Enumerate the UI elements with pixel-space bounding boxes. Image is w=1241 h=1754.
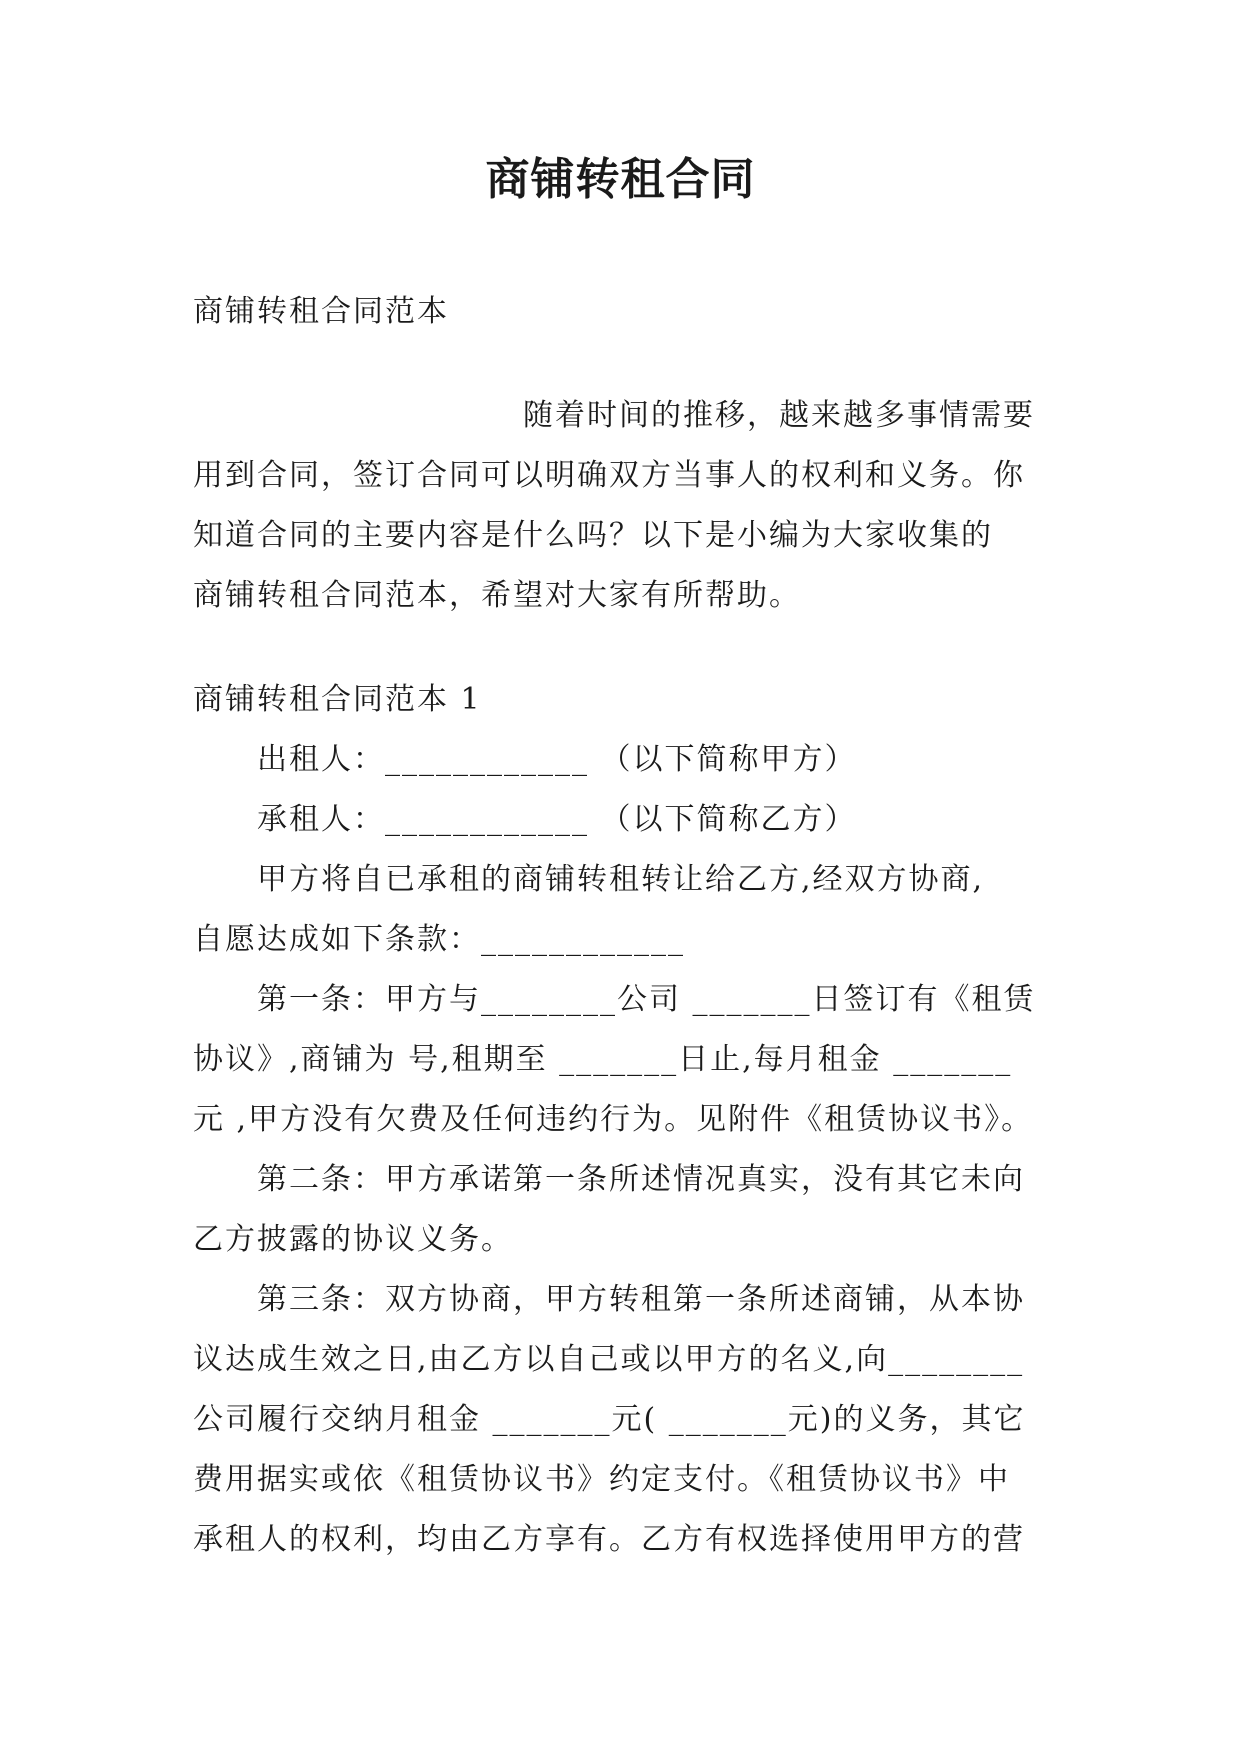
clause-line: 元 ,甲方没有欠费及任何违约行为。见附件《租赁协议书》。 (193, 1102, 1034, 1137)
intro-line: 商铺转租合同范本，希望对大家有所帮助。 (193, 578, 801, 613)
clause-line: 第三条：双方协商，甲方转租第一条所述商铺，从本协 (257, 1282, 1025, 1317)
clause-line: 第一条：甲方与________公司 _______日签订有《租赁 (257, 982, 1036, 1017)
spacer (193, 342, 1068, 386)
clause-line: 公司履行交纳月租金 _______元( _______元)的义务，其它 (193, 1402, 1026, 1437)
spacer (193, 626, 1068, 670)
clause-line: 费用据实或依《租赁协议书》约定支付。《租赁协议书》中 (193, 1462, 1010, 1497)
clause-line: 承租人：____________ （以下简称乙方） (257, 802, 857, 837)
document-body (193, 282, 1068, 1570)
clause-line: 甲方将自已承租的商铺转租转让给乙方,经双方协商, (257, 862, 985, 897)
clause-line: 承租人的权利，均由乙方享有。乙方有权选择使用甲方的营 (193, 1522, 1025, 1557)
document-title: 商铺转租合同 (485, 154, 756, 205)
clause-line: 第二条：甲方承诺第一条所述情况真实，没有其它未向 (257, 1162, 1025, 1197)
clause-line: 协议》,商铺为 号,租期至 _______日止,每月租金 _______ (193, 1042, 1013, 1077)
intro-line: 知道合同的主要内容是什么吗？以下是小编为大家收集的 (193, 518, 993, 553)
clause-line: 自愿达成如下条款：____________ (193, 922, 685, 957)
section-heading: 商铺转租合同范本 1 (193, 682, 482, 717)
subtitle: 商铺转租合同范本 (193, 294, 449, 329)
clause-line: 议达成生效之日,由乙方以自己或以甲方的名义,向________ (193, 1342, 1025, 1377)
intro-line: 用到合同，签订合同可以明确双方当事人的权利和义务。你 (193, 458, 1025, 493)
intro-line: 随着时间的推移，越来越多事情需要 (523, 398, 1035, 433)
clause-line: 乙方披露的协议义务。 (193, 1222, 513, 1257)
clause-line: 出租人：____________ （以下简称甲方） (257, 742, 857, 777)
contract-clauses (193, 730, 1068, 1570)
